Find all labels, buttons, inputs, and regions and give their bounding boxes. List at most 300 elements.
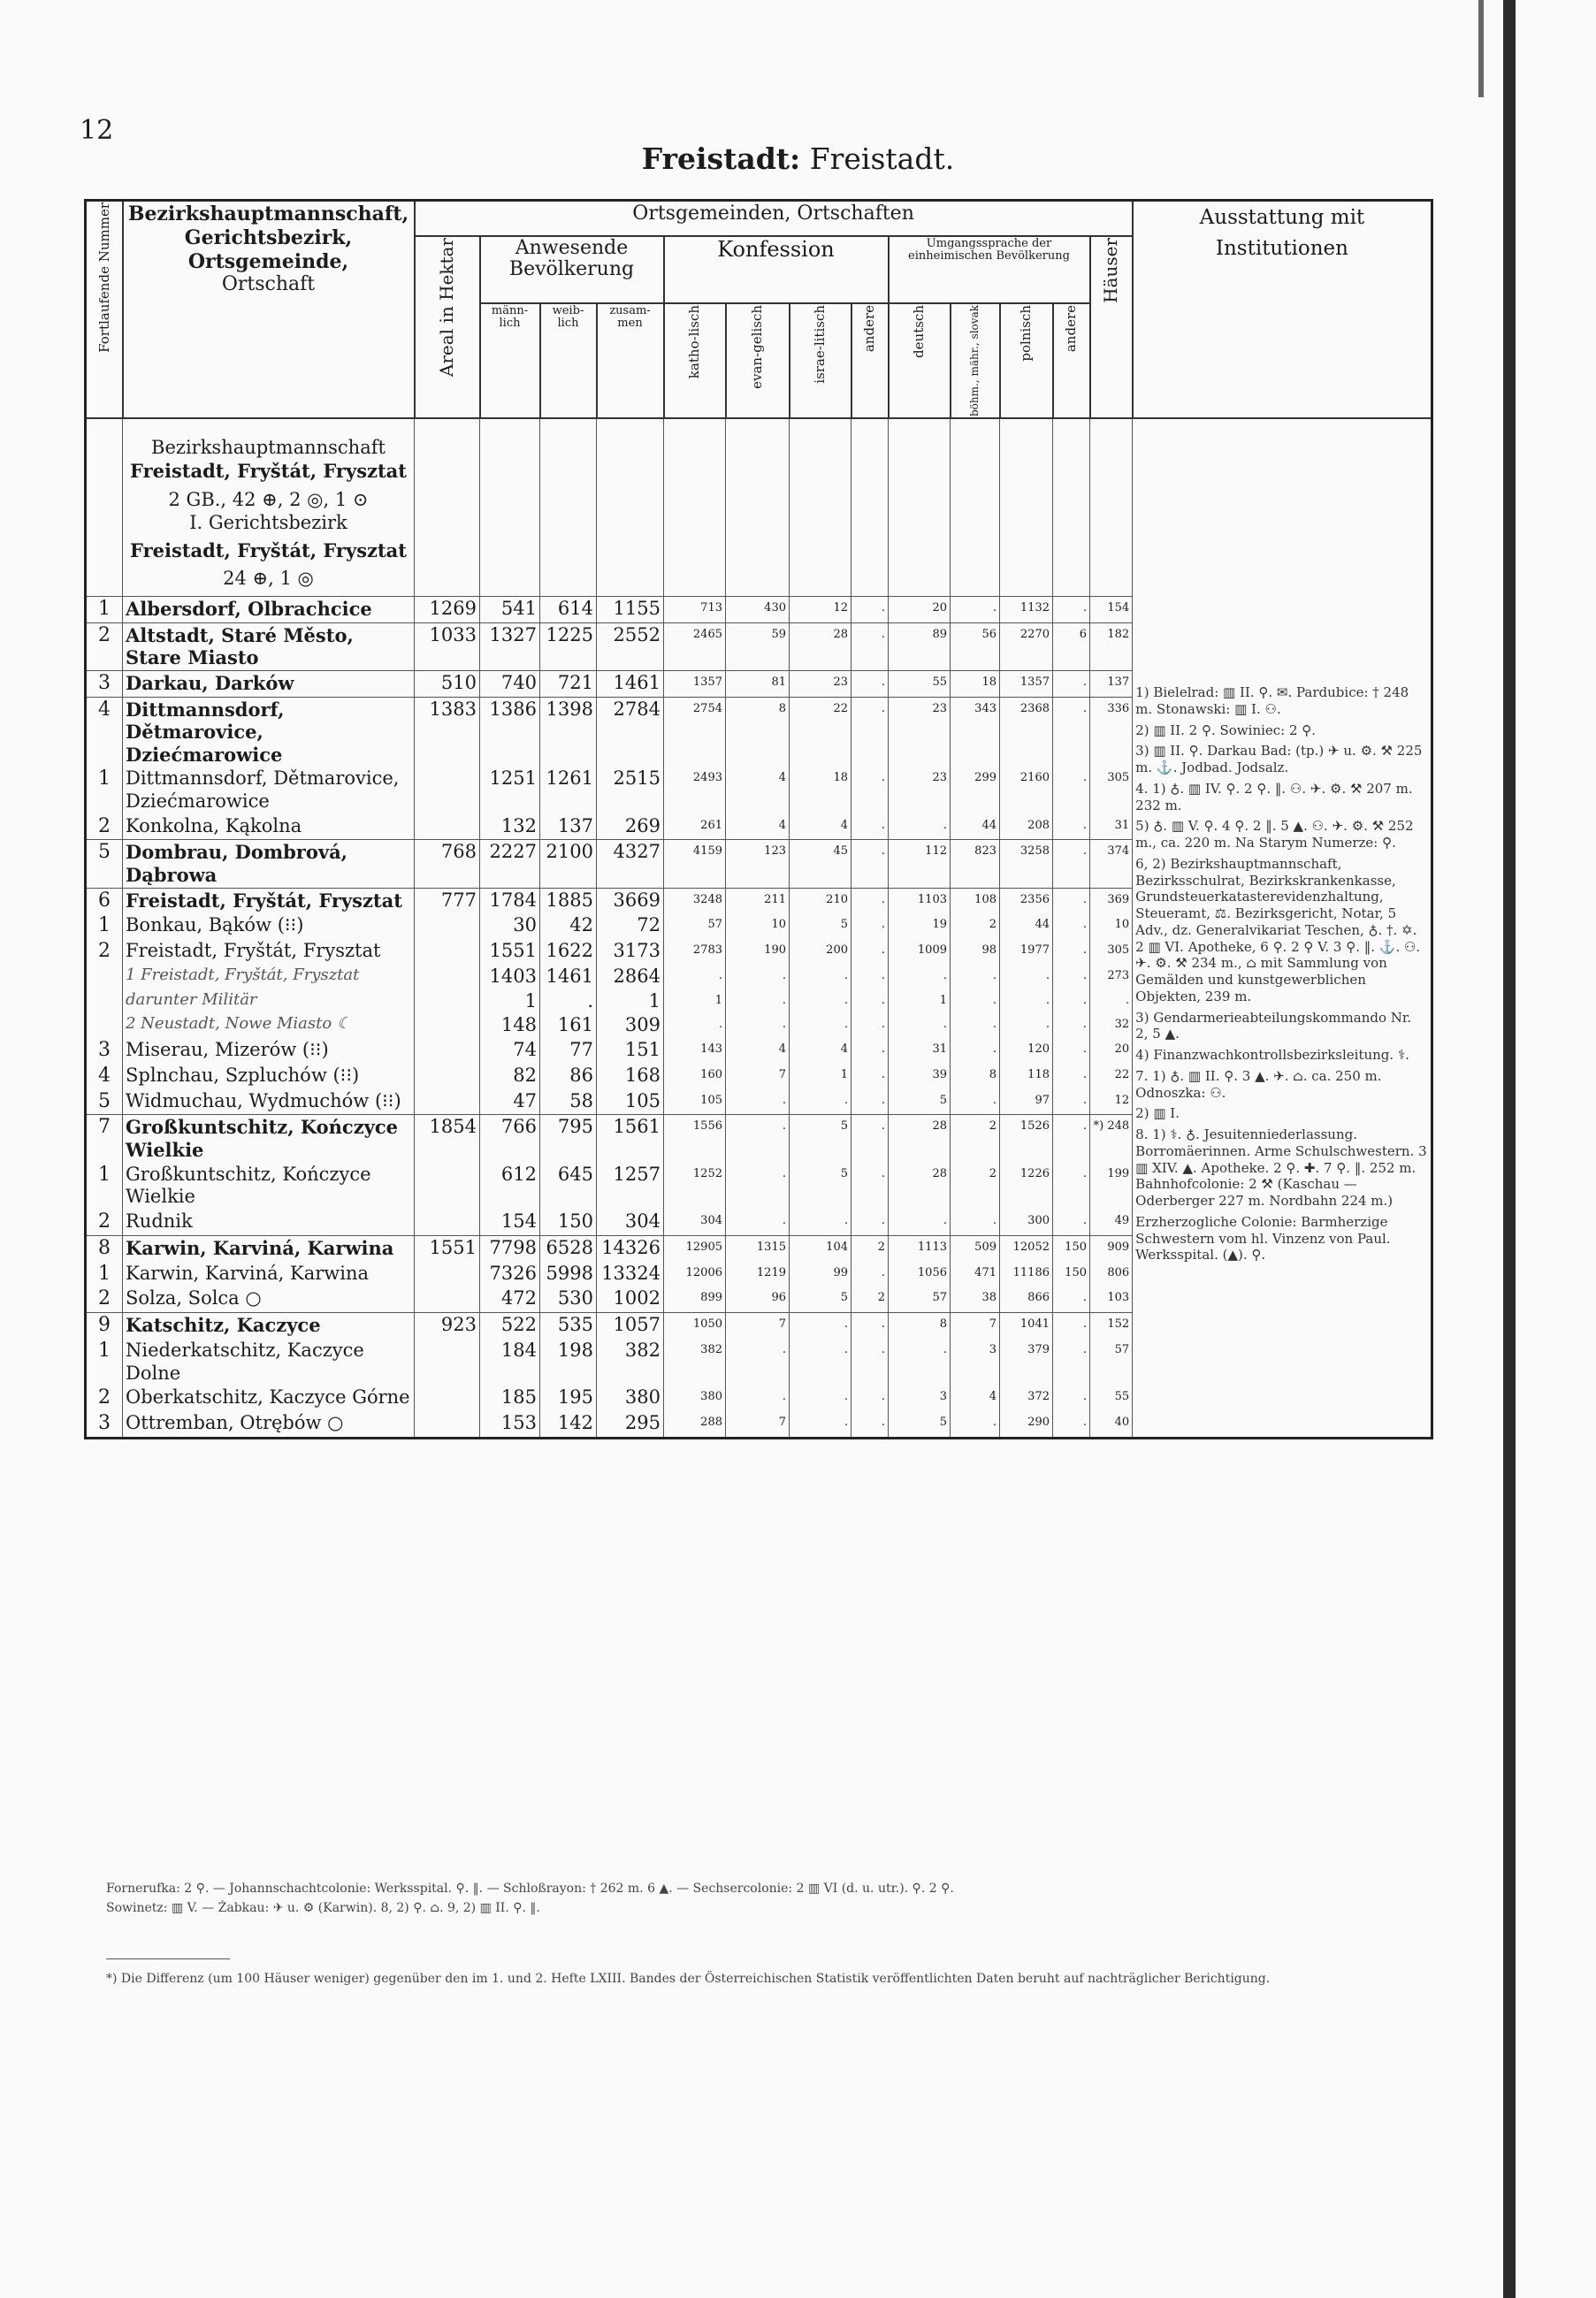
cell-b: . <box>951 1089 1000 1115</box>
cell-a: . <box>851 1262 889 1287</box>
row-place-name: Dittmannsdorf, Dětmarovice, Dziećmarowice <box>123 767 415 813</box>
institution-note: 1) Bielelrad: ▥ II. ⚲. ✉. Pardubice: † 248 m. Stonawski: ▥ I. ⚇. <box>1135 684 1409 717</box>
cell-t: 72 <box>597 913 664 939</box>
cell-h: 374 <box>1090 840 1133 888</box>
institution-note: 4. 1) ♁. ▥ IV. ⚲. 2 ⚲. ‖. ⚇. ✈. ⚙. ⚒ 207 m. 232 m. <box>1135 780 1413 813</box>
cell-p: 1226 <box>1000 1163 1053 1210</box>
cell-i: 28 <box>790 622 851 670</box>
row-index: 2 <box>86 814 123 840</box>
cell-a: . <box>851 814 889 840</box>
institution-note: 8. 1) ⚕. ♁. Jesuitenniederlassung. Borromäerinnen. Arme Schulschwestern. 3 ▥ XIV. ▲. Apotheke. 2 ⚲. ✚. 7 ⚲. ‖. 252 m. Bahnhofcolonie: 2 ⚒ (Kaschau — Oderberger 227 m. Nordbahn 224 m.) <box>1135 1126 1427 1210</box>
footnote: *) Die Differenz (um 100 Häuser weniger) gegenüber den im 1. und 2. Hefte LXIII. Bandes der Österreichischen Statistik veröffentlichten Daten beruht auf nachträglicher Berichtigung. <box>106 1972 1271 1986</box>
cell-w: 150 <box>540 1210 597 1235</box>
cell-e: 7 <box>726 1313 790 1339</box>
row-place-name: Ottremban, Otrębów ○ <box>123 1411 415 1438</box>
row-index: 1 <box>86 1163 123 1210</box>
cell-i: 5 <box>790 1115 851 1163</box>
cell-a: . <box>851 1038 889 1064</box>
cell-b: 3 <box>951 1339 1000 1386</box>
cell-m: 740 <box>480 670 540 697</box>
cell-m: 2227 <box>480 840 540 888</box>
institution-note: 7. 1) ♁. ▥ II. ⚲. 3 ▲. ✈. ⌂. ca. 250 m. Odnoszka: ⚇. <box>1135 1067 1382 1101</box>
cell-i: . <box>790 1089 851 1115</box>
cell-a: . <box>851 1339 889 1386</box>
cell-h: 32 <box>1090 1013 1133 1038</box>
cell-i: . <box>790 1013 851 1038</box>
cell-b: 38 <box>951 1286 1000 1312</box>
row-index: 6 <box>86 888 123 913</box>
cell-i: . <box>790 1313 851 1339</box>
cell-a: . <box>851 1210 889 1235</box>
cell-d: 28 <box>889 1163 951 1210</box>
cell-k: 57 <box>664 913 726 939</box>
row-index <box>86 965 123 989</box>
cell-h: 909 <box>1090 1235 1133 1261</box>
cell-o: . <box>1053 767 1090 813</box>
row-place-name: Großkuntschitz, Kończyce Wielkie <box>123 1115 415 1163</box>
cell-e: 7 <box>726 1064 790 1089</box>
row-index: 4 <box>86 1064 123 1089</box>
cell-area <box>415 913 480 939</box>
row-index <box>86 1013 123 1038</box>
cell-a: . <box>851 1386 889 1411</box>
cell-k: 713 <box>664 596 726 622</box>
cell-i: . <box>790 1411 851 1438</box>
cell-e: 211 <box>726 888 790 913</box>
cell-p: 372 <box>1000 1386 1053 1411</box>
cell-b: . <box>951 1038 1000 1064</box>
cell-p: 120 <box>1000 1038 1053 1064</box>
cell-m: 1251 <box>480 767 540 813</box>
cell-k: 1556 <box>664 1115 726 1163</box>
row-index: 3 <box>86 1038 123 1064</box>
institution-note: 5) ♁. ▥ V. ⚲. 4 ⚲. 2 ‖. 5 ▲. ⚇. ✈. ⚙. ⚒ 252 m., ca. 220 m. Na Starym Numerze: ⚲. <box>1135 818 1414 851</box>
footer-notes <box>106 1879 1428 1919</box>
cell-area: 1551 <box>415 1235 480 1261</box>
cell-o: . <box>1053 596 1090 622</box>
cell-m: 153 <box>480 1411 540 1438</box>
cell-h: 806 <box>1090 1262 1133 1287</box>
cell-b: 7 <box>951 1313 1000 1339</box>
cell-o: . <box>1053 989 1090 1014</box>
cell-o: . <box>1053 670 1090 697</box>
cell-p: 290 <box>1000 1411 1053 1438</box>
cell-m: 154 <box>480 1210 540 1235</box>
cell-area <box>415 1262 480 1287</box>
cell-e: 190 <box>726 939 790 965</box>
cell-h: 154 <box>1090 596 1133 622</box>
cell-w: 58 <box>540 1089 597 1115</box>
cell-o: . <box>1053 1115 1090 1163</box>
cell-h: 103 <box>1090 1286 1133 1312</box>
cell-e: . <box>726 1089 790 1115</box>
cell-o: . <box>1053 1038 1090 1064</box>
cell-a: . <box>851 670 889 697</box>
header-houses: Häuser <box>1090 236 1133 418</box>
cell-area <box>415 939 480 965</box>
cell-m: 148 <box>480 1013 540 1038</box>
cell-m: 7798 <box>480 1235 540 1261</box>
cell-a: . <box>851 596 889 622</box>
cell-e: 123 <box>726 840 790 888</box>
cell-d: 89 <box>889 622 951 670</box>
cell-b: 2 <box>951 1115 1000 1163</box>
cell-a: 2 <box>851 1235 889 1261</box>
cell-w: 86 <box>540 1064 597 1089</box>
cell-b: . <box>951 1210 1000 1235</box>
cell-k: 304 <box>664 1210 726 1235</box>
cell-d: 19 <box>889 913 951 939</box>
header-name: Bezirkshauptmannschaft, Gerichtsbezirk, Ortsgemeinde, Ortschaft <box>123 201 415 419</box>
row-index: 1 <box>86 1339 123 1386</box>
cell-t: 295 <box>597 1411 664 1438</box>
cell-b: . <box>951 989 1000 1014</box>
header-conf-isr: israe-litisch <box>790 303 851 418</box>
cell-e: . <box>726 1013 790 1038</box>
cell-w: 530 <box>540 1286 597 1312</box>
cell-area: 1033 <box>415 622 480 670</box>
header-language: Umgangssprache der einheimischen Bevölkerung <box>889 236 1090 303</box>
cell-p: 379 <box>1000 1339 1053 1386</box>
row-place-name: Oberkatschitz, Kaczyce Górne <box>123 1386 415 1411</box>
row-index: 2 <box>86 1386 123 1411</box>
cell-k: 2754 <box>664 697 726 767</box>
cell-t: 168 <box>597 1064 664 1089</box>
cell-t: 1257 <box>597 1163 664 1210</box>
cell-k: 2465 <box>664 622 726 670</box>
cell-k: 1 <box>664 989 726 1014</box>
cell-b: 823 <box>951 840 1000 888</box>
row-index: 1 <box>86 596 123 622</box>
institution-note: 2) ▥ II. 2 ⚲. Sowiniec: 2 ⚲. <box>1135 721 1317 738</box>
cell-w: 161 <box>540 1013 597 1038</box>
scan-edge-bar <box>1503 0 1516 2298</box>
cell-o: . <box>1053 1411 1090 1438</box>
cell-e: 430 <box>726 596 790 622</box>
cell-m: 47 <box>480 1089 540 1115</box>
cell-h: 199 <box>1090 1163 1133 1210</box>
cell-a: 2 <box>851 1286 889 1312</box>
cell-e: 8 <box>726 697 790 767</box>
cell-a: . <box>851 989 889 1014</box>
row-index: 5 <box>86 840 123 888</box>
row-place-name: Altstadt, Staré Město, Stare Miasto <box>123 622 415 670</box>
header-confession: Konfession <box>664 236 889 303</box>
cell-d: 1113 <box>889 1235 951 1261</box>
row-place-name: Splnchau, Szpluchów (⁝⁝) <box>123 1064 415 1089</box>
cell-m: 1551 <box>480 939 540 965</box>
cell-d: 5 <box>889 1411 951 1438</box>
cell-b: 44 <box>951 814 1000 840</box>
cell-k: 2783 <box>664 939 726 965</box>
row-place-name: darunter Militär <box>123 989 415 1014</box>
header-lang-polish: polnisch <box>1000 303 1053 418</box>
cell-b: . <box>951 1411 1000 1438</box>
cell-i: . <box>790 989 851 1014</box>
row-place-name: Konkolna, Kąkolna <box>123 814 415 840</box>
cell-p: 2368 <box>1000 697 1053 767</box>
cell-e: . <box>726 965 790 989</box>
cell-w: 1461 <box>540 965 597 989</box>
cell-a: . <box>851 1013 889 1038</box>
cell-d: 1009 <box>889 939 951 965</box>
cell-t: 13324 <box>597 1262 664 1287</box>
cell-d: 20 <box>889 596 951 622</box>
cell-w: 6528 <box>540 1235 597 1261</box>
cell-t: 2515 <box>597 767 664 813</box>
cell-area <box>415 767 480 813</box>
cell-area <box>415 1064 480 1089</box>
cell-o: . <box>1053 814 1090 840</box>
cell-b: 108 <box>951 888 1000 913</box>
cell-i: 12 <box>790 596 851 622</box>
cell-w: . <box>540 989 597 1014</box>
institution-note: Erzherzogliche Colonie: Barmherzige Schwestern vom hl. Vinzenz von Paul. Werksspital. (▲). ⚲. <box>1135 1213 1391 1264</box>
cell-i: . <box>790 1386 851 1411</box>
header-population: Anwesende Bevölkerung <box>480 236 664 303</box>
cell-area <box>415 1386 480 1411</box>
cell-d: 23 <box>889 767 951 813</box>
header-lang-other: andere <box>1053 303 1090 418</box>
cell-d: 39 <box>889 1064 951 1089</box>
cell-o: . <box>1053 1163 1090 1210</box>
cell-area: 777 <box>415 888 480 913</box>
row-index: 2 <box>86 939 123 965</box>
cell-area <box>415 814 480 840</box>
cell-p: . <box>1000 1013 1053 1038</box>
cell-m: 472 <box>480 1286 540 1312</box>
cell-h: 49 <box>1090 1210 1133 1235</box>
cell-a: . <box>851 1163 889 1210</box>
row-place-name: Miserau, Mizerów (⁝⁝) <box>123 1038 415 1064</box>
cell-m: 612 <box>480 1163 540 1210</box>
cell-h: 10 <box>1090 913 1133 939</box>
cell-t: 269 <box>597 814 664 840</box>
cell-b: . <box>951 965 1000 989</box>
cell-b: . <box>951 596 1000 622</box>
cell-e: 7 <box>726 1411 790 1438</box>
institution-note: 6, 2) Bezirkshauptmannschaft, Bezirksschulrat, Bezirkskrankenkasse, Grundsteuerkatasterevidenzhaltung, Steueramt, ⚖. Bezirksgericht, Notar, 5 Adv., dz. Generalvikariat Teschen, ♁. †. ✡. 2 ▥ VI. Apotheke, 6 ⚲. 2 ⚲ V. 3 ⚲. ‖. ⚓. ⚇. ✈. ⚙. ⚒ 234 m., ⌂ mit Sammlung von Gemälden und kunstgewerblichen Objekten, 239 m. <box>1135 855 1421 1004</box>
district-intro: Bezirkshauptmannschaft Freistadt, Fryštát, Frysztat 2 GB., 42 ⊕, 2 ◎, 1 ⊙ I. Gerichtsbezirk Freistadt, Fryštát, Frysztat 24 ⊕, 1 ◎ <box>123 418 415 596</box>
cell-area: 768 <box>415 840 480 888</box>
row-index: 2 <box>86 622 123 670</box>
cell-w: 614 <box>540 596 597 622</box>
cell-w: 795 <box>540 1115 597 1163</box>
cell-t: 1561 <box>597 1115 664 1163</box>
cell-p: 1357 <box>1000 670 1053 697</box>
cell-b: 8 <box>951 1064 1000 1089</box>
cell-e: 10 <box>726 913 790 939</box>
cell-w: 721 <box>540 670 597 697</box>
cell-d: 31 <box>889 1038 951 1064</box>
cell-o: . <box>1053 1013 1090 1038</box>
cell-b: 509 <box>951 1235 1000 1261</box>
cell-area: 1854 <box>415 1115 480 1163</box>
row-index: 8 <box>86 1235 123 1261</box>
institution-note: 4) Finanzwachkontrollsbezirksleitung. ⚕. <box>1135 1047 1409 1064</box>
cell-a: . <box>851 1089 889 1115</box>
cell-area: 923 <box>415 1313 480 1339</box>
row-place-name: Rudnik <box>123 1210 415 1235</box>
cell-b: 2 <box>951 913 1000 939</box>
row-place-name: Bonkau, Bąków (⁝⁝) <box>123 913 415 939</box>
cell-w: 2100 <box>540 840 597 888</box>
cell-i: 5 <box>790 913 851 939</box>
cell-b: 471 <box>951 1262 1000 1287</box>
cell-i: 1 <box>790 1064 851 1089</box>
row-place-name: 1 Freistadt, Fryštát, Frysztat <box>123 965 415 989</box>
cell-k: 288 <box>664 1411 726 1438</box>
row-place-name: Karwin, Karviná, Karwina <box>123 1262 415 1287</box>
cell-h: 22 <box>1090 1064 1133 1089</box>
row-index: 3 <box>86 670 123 697</box>
header-lang-german: deutsch <box>889 303 951 418</box>
cell-e: . <box>726 1339 790 1386</box>
scan-edge-mark <box>1478 0 1484 97</box>
cell-m: 30 <box>480 913 540 939</box>
cell-e: . <box>726 1115 790 1163</box>
cell-k: 12905 <box>664 1235 726 1261</box>
cell-k: 1050 <box>664 1313 726 1339</box>
cell-a: . <box>851 1411 889 1438</box>
cell-d: 55 <box>889 670 951 697</box>
cell-p: 2270 <box>1000 622 1053 670</box>
cell-d: . <box>889 1013 951 1038</box>
cell-o: . <box>1053 697 1090 767</box>
cell-p: 3258 <box>1000 840 1053 888</box>
cell-k: 261 <box>664 814 726 840</box>
cell-p: 97 <box>1000 1089 1053 1115</box>
cell-i: 5 <box>790 1163 851 1210</box>
cell-k: 380 <box>664 1386 726 1411</box>
cell-d: 3 <box>889 1386 951 1411</box>
row-place-name: 2 Neustadt, Nowe Miasto ☾ <box>123 1013 415 1038</box>
cell-w: 1225 <box>540 622 597 670</box>
institution-note: 3) ▥ II. ⚲. Darkau Bad: (tp.) ✈ u. ⚙. ⚒ 225 m. ⚓. Jodbad. Jodsalz. <box>1135 743 1423 776</box>
row-place-name: Dittmannsdorf, Dětmarovice, Dziećmarowice <box>123 697 415 767</box>
cell-i: . <box>790 965 851 989</box>
cell-b: 299 <box>951 767 1000 813</box>
cell-p: . <box>1000 965 1053 989</box>
cell-m: 7326 <box>480 1262 540 1287</box>
cell-p: 2160 <box>1000 767 1053 813</box>
row-index: 5 <box>86 1089 123 1115</box>
cell-b: 2 <box>951 1163 1000 1210</box>
cell-o: . <box>1053 1339 1090 1386</box>
cell-a: . <box>851 1064 889 1089</box>
footer-line-1: Fornerufka: 2 ⚲. — Johannschachtcolonie: Werksspital. ⚲. ‖. — Schloßrayon: † 262 m. 6 ▲. — Sechsercolonie: 2 ▥ VI (d. u. utr.). ⚲. 2 ⚲. <box>106 1882 954 1896</box>
cell-p: 12052 <box>1000 1235 1053 1261</box>
cell-o: 150 <box>1053 1262 1090 1287</box>
cell-i: 210 <box>790 888 851 913</box>
cell-h: 137 <box>1090 670 1133 697</box>
cell-o: . <box>1053 1313 1090 1339</box>
cell-m: 184 <box>480 1339 540 1386</box>
cell-a: . <box>851 622 889 670</box>
cell-h: 182 <box>1090 622 1133 670</box>
cell-m: 185 <box>480 1386 540 1411</box>
cell-i: 18 <box>790 767 851 813</box>
cell-i: . <box>790 1210 851 1235</box>
cell-d: . <box>889 1339 951 1386</box>
cell-h: 369 <box>1090 888 1133 913</box>
row-index: 1 <box>86 913 123 939</box>
cell-w: 42 <box>540 913 597 939</box>
header-conf-other: andere <box>851 303 889 418</box>
row-place-name: Solza, Solca ○ <box>123 1286 415 1312</box>
cell-o: . <box>1053 1210 1090 1235</box>
cell-e: 4 <box>726 767 790 813</box>
page-title-rest: Freistadt. <box>800 141 955 176</box>
cell-e: 59 <box>726 622 790 670</box>
cell-o: . <box>1053 888 1090 913</box>
cell-t: 382 <box>597 1339 664 1386</box>
cell-w: 5998 <box>540 1262 597 1287</box>
cell-k: 160 <box>664 1064 726 1089</box>
cell-k: 143 <box>664 1038 726 1064</box>
cell-t: 3173 <box>597 939 664 965</box>
row-place-name: Karwin, Karviná, Karwina <box>123 1235 415 1261</box>
cell-d: 57 <box>889 1286 951 1312</box>
cell-k: 12006 <box>664 1262 726 1287</box>
cell-m: 1784 <box>480 888 540 913</box>
cell-i: 45 <box>790 840 851 888</box>
cell-b: 98 <box>951 939 1000 965</box>
cell-t: 1057 <box>597 1313 664 1339</box>
row-index: 2 <box>86 1286 123 1312</box>
cell-h: . <box>1090 989 1133 1014</box>
cell-k: 1252 <box>664 1163 726 1210</box>
cell-m: 82 <box>480 1064 540 1089</box>
row-index: 1 <box>86 1262 123 1287</box>
cell-o: 150 <box>1053 1235 1090 1261</box>
cell-o: . <box>1053 939 1090 965</box>
cell-p: 300 <box>1000 1210 1053 1235</box>
cell-e: 4 <box>726 1038 790 1064</box>
cell-b: . <box>951 1013 1000 1038</box>
cell-p: 118 <box>1000 1064 1053 1089</box>
cell-t: 4327 <box>597 840 664 888</box>
row-place-name: Albersdorf, Olbrachcice <box>123 596 415 622</box>
cell-w: 1261 <box>540 767 597 813</box>
cell-i: 4 <box>790 1038 851 1064</box>
cell-a: . <box>851 939 889 965</box>
cell-h: 336 <box>1090 697 1133 767</box>
cell-k: 899 <box>664 1286 726 1312</box>
institution-note: 3) Gendarmerieabteilungskommando Nr. 2, 5 ▲. <box>1135 1009 1412 1042</box>
cell-d: 1 <box>889 989 951 1014</box>
cell-h: 20 <box>1090 1038 1133 1064</box>
cell-e: . <box>726 1163 790 1210</box>
footer-line-2: Sowinetz: ▥ V. — Żabkau: ✈ u. ⚙ (Karwin). 8, 2) ⚲. ⌂. 9, 2) ▥ II. ⚲. ‖. <box>106 1901 540 1916</box>
cell-k: 4159 <box>664 840 726 888</box>
cell-i: 5 <box>790 1286 851 1312</box>
cell-h: 40 <box>1090 1411 1133 1438</box>
cell-area: 1383 <box>415 697 480 767</box>
cell-b: 18 <box>951 670 1000 697</box>
cell-e: . <box>726 1210 790 1235</box>
cell-p: 2356 <box>1000 888 1053 913</box>
row-index: 1 <box>86 767 123 813</box>
cell-o: . <box>1053 1064 1090 1089</box>
cell-w: 1398 <box>540 697 597 767</box>
cell-w: 535 <box>540 1313 597 1339</box>
cell-h: 273 <box>1090 965 1133 989</box>
cell-p: 11186 <box>1000 1262 1053 1287</box>
row-index: 2 <box>86 1210 123 1235</box>
cell-o: . <box>1053 840 1090 888</box>
cell-t: 3669 <box>597 888 664 913</box>
